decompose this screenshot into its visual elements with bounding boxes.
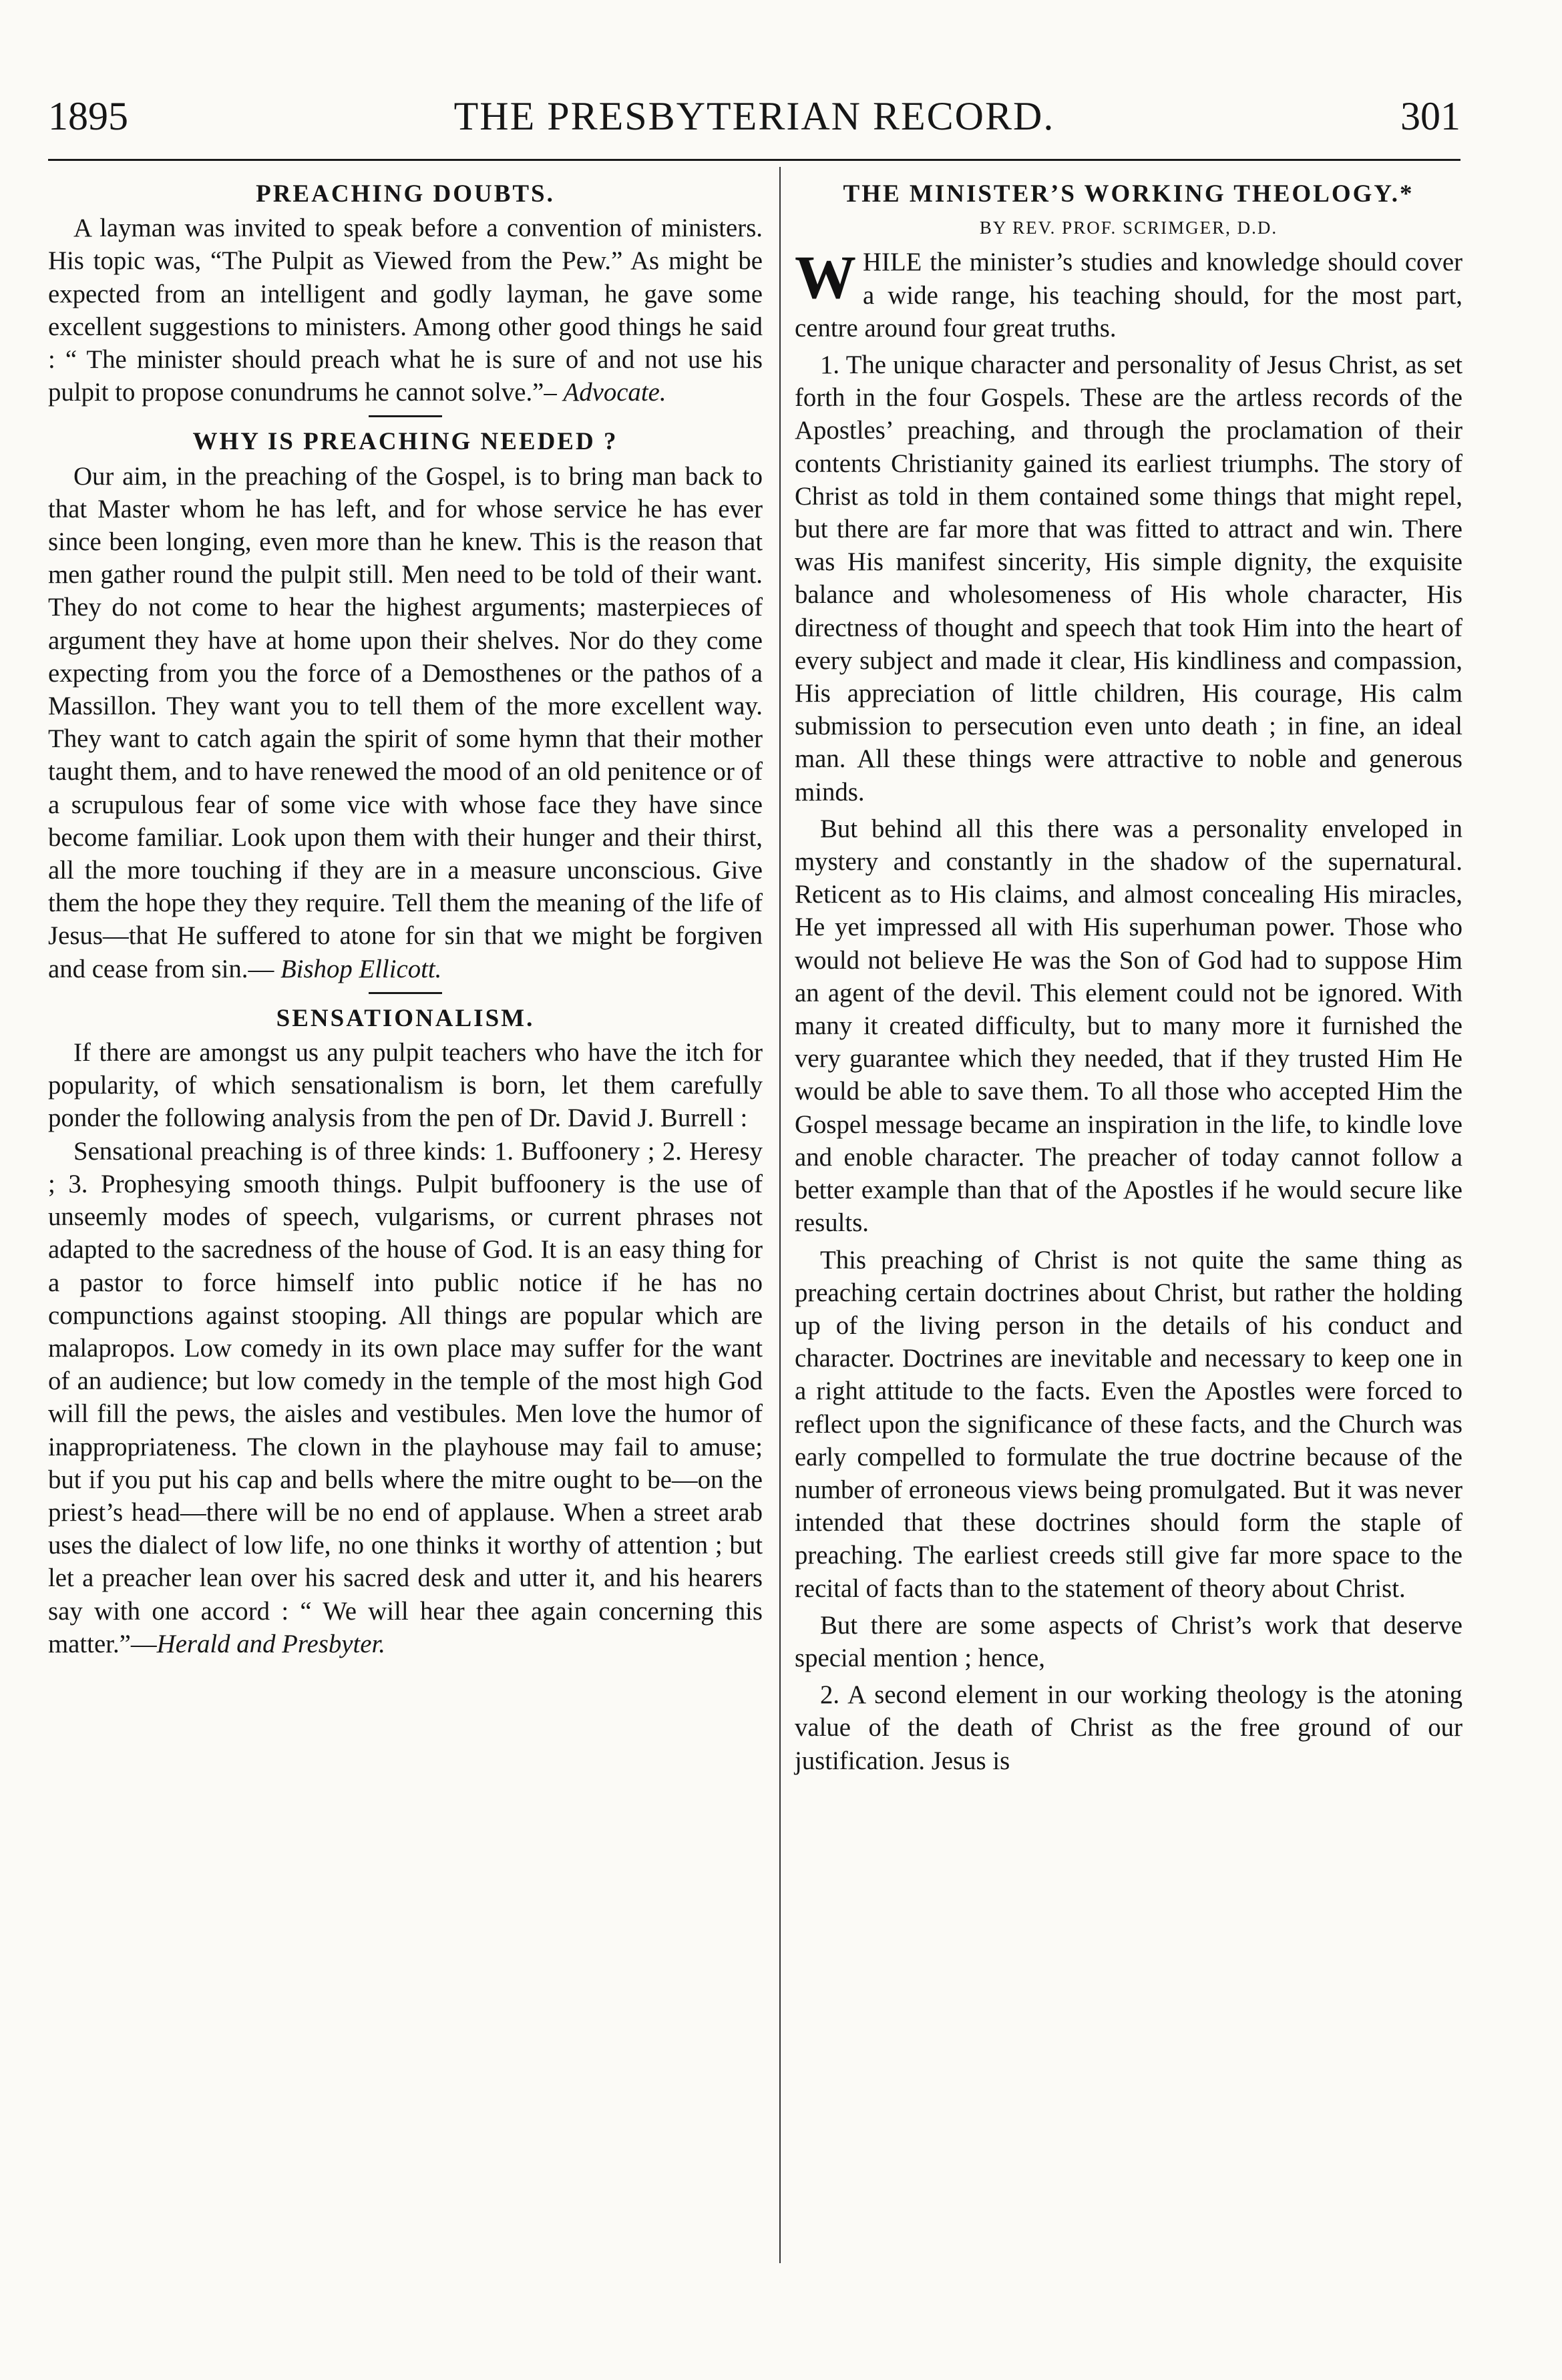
header-rule (48, 159, 1460, 161)
article-heading-working-theology: THE MINISTER’S WORKING THEOLOGY.* (843, 180, 1414, 208)
article-body-why-preaching (48, 460, 763, 985)
article-text: A layman was invited to speak before a convention of ministers. His topic was, “The Pulpit as Viewed from the Pew.” As might be expected from an intelligent and godly layman, he gave some excellent suggestions to ministers. Among other good things he said : “ The minister should preach what he is sure of and not use his pulpit to propose conundrums he cannot solve.”– (48, 214, 763, 407)
article-byline: BY REV. PROF. SCRIMGER, D.D. (979, 218, 1278, 238)
article-opening (795, 243, 1462, 344)
article-body-sensationalism (48, 1135, 763, 1660)
section-rule (369, 415, 442, 417)
header-page-number: 301 (1400, 94, 1460, 138)
header-year: 1895 (48, 94, 128, 138)
header-title: THE PRESBYTERIAN RECORD. (453, 94, 1055, 138)
article-heading-sensationalism: SENSATIONALISM. (276, 1004, 535, 1032)
article-paragraph: But behind all this there was a personality enveloped in mystery and constantly in the shadow of the supernatural. Reticent as to His claims, and almost concealing His miracles, He yet impressed all with His superhuman power. Those who would not believe He was the Son of God had to suppose Him an agent of the devil. This element could not be ignored. With many it created difficulty, but to many more it furnished the very guarantee which they needed, that if they trusted Him He would be able to save them. To all those who accepted Him the Gospel message became an inspiration in the life, to kindle love and enoble character. The preacher of today cannot follow a better example than that of the Apostles if he would secure like results. (795, 814, 1462, 1238)
article-body-preaching-doubts (48, 212, 763, 409)
article-source: Advocate. (563, 378, 666, 407)
left-column (48, 175, 763, 1660)
section-rule (369, 992, 442, 994)
article-paragraph: 2. A second element in our working theology is the atoning value of the death of Christ as the free ground of our justification. Jesus is (795, 1680, 1462, 1775)
article-paragraph: But there are some aspects of Christ’s work that deserve special mention ; hence, (795, 1610, 1462, 1672)
article-source: Herald and Presbyter. (156, 1629, 385, 1658)
article-heading-preaching-doubts: PREACHING DOUBTS. (256, 180, 555, 208)
article-intro: HILE the minister’s studies and knowledge should cover a wide range, his teaching should, for the most part, centre around four great truths. (795, 248, 1462, 342)
article-text: Our aim, in the preaching of the Gospel, is to bring man back to that Master whom he has left, and for whose service he has ever since been longing, even more than he knew. This is the reason that men gather round the pulpit still. Men need to be told of their want. They do not come to hear the highest arguments; masterpieces of argument they have at home upon their shelves. Nor do they come expecting from you the force of a Demosthenes or the pathos of a Massillon. They want you to tell them of the more excellent way. They want to catch again the spirit of some hymn that their mother taught them, and to have renewed the mood of an old penitence or of a scrupulous fear of some vice with whose face they have since become familiar. Look upon them with their hunger and their thirst, all the more touching if they are in a measure unconscious. Give them the hope they they require. Tell them the meaning of the life of Jesus—that He suffered to atone for sin that we might be forgiven and cease from sin.— (48, 461, 763, 983)
article-paragraph: This preaching of Christ is not quite the same thing as preaching certain doctrines about Christ, but rather the holding up of the living person in the details of his conduct and character. Doctrines are inevitable and necessary to keep one in a right attitude to the facts. Even the Apostles were forced to reflect upon the significance of these facts, and the Church was early compelled to formulate the true doctrine because of the number of erroneous views being promulgated. But it was never intended that these doctrines should form the staple of preaching. The earliest creeds still give far more space to the recital of facts than to the statement of theory about Christ. (795, 1245, 1462, 1603)
article-intro-sensationalism: If there are amongst us any pulpit teachers who have the itch for popularity, of which sensationalism is born, let them carefully ponder the following analysis from the pen of Dr. David J. Burrell : (48, 1038, 763, 1133)
column-divider (779, 167, 781, 2263)
article-paragraph: 1. The unique character and personality of Jesus Christ, as set forth in the four Gospels. These are the artless records of the Apostles’ preaching, and through the proclamation of their contents Christianity gained its earliest triumphs. The story of Christ as told in them contained some things that might repel, but there are far more that was fitted to attract and win. There was His manifest sincerity, His simple dignity, the exquisite balance and wholesomeness of His whole character, His directness of thought and speech that took Him into the heart of every subject and made it clear, His kindliness and compassion, His appreciation of little children, His courage, His calm submission to persecution even unto death ; in fine, an ideal man. All these things were attractive to noble and generous minds. (795, 350, 1462, 806)
article-source: Bishop Ellicott. (280, 954, 442, 983)
article-text: Sensational preaching is of three kinds: 1. Buffoonery ; 2. Heresy ; 3. Prophesying smooth things. Pulpit buffoonery is the use of unseemly modes of speech, vulgarisms, or current phrases not adapted to the sacredness of the house of God. It is an easy thing for a pastor to force himself into public notice if he has no compunctions against stooping. All things are popular which are malapropos. Low comedy in its own place may suffer for the want of an audience; but low comedy in the temple of the most high God will fill the pews, the aisles and vestibules. Men love the humor of inappropriateness. The clown in the playhouse may fail to amuse; but if you put his cap and bells where the mitre ought to be—on the priest’s head—there will be no end of applause. When a street arab uses the dialect of low life, no one thinks it worthy of attention ; but let a preacher lean over his sacred desk and utter it, and his hearers say with one accord : “ We will hear thee again concerning this matter.”— (48, 1136, 763, 1658)
right-column (795, 175, 1462, 1777)
drop-cap: W (795, 243, 856, 312)
running-header (48, 93, 1460, 147)
article-heading-why-preaching: WHY IS PREACHING NEEDED ? (192, 428, 618, 456)
